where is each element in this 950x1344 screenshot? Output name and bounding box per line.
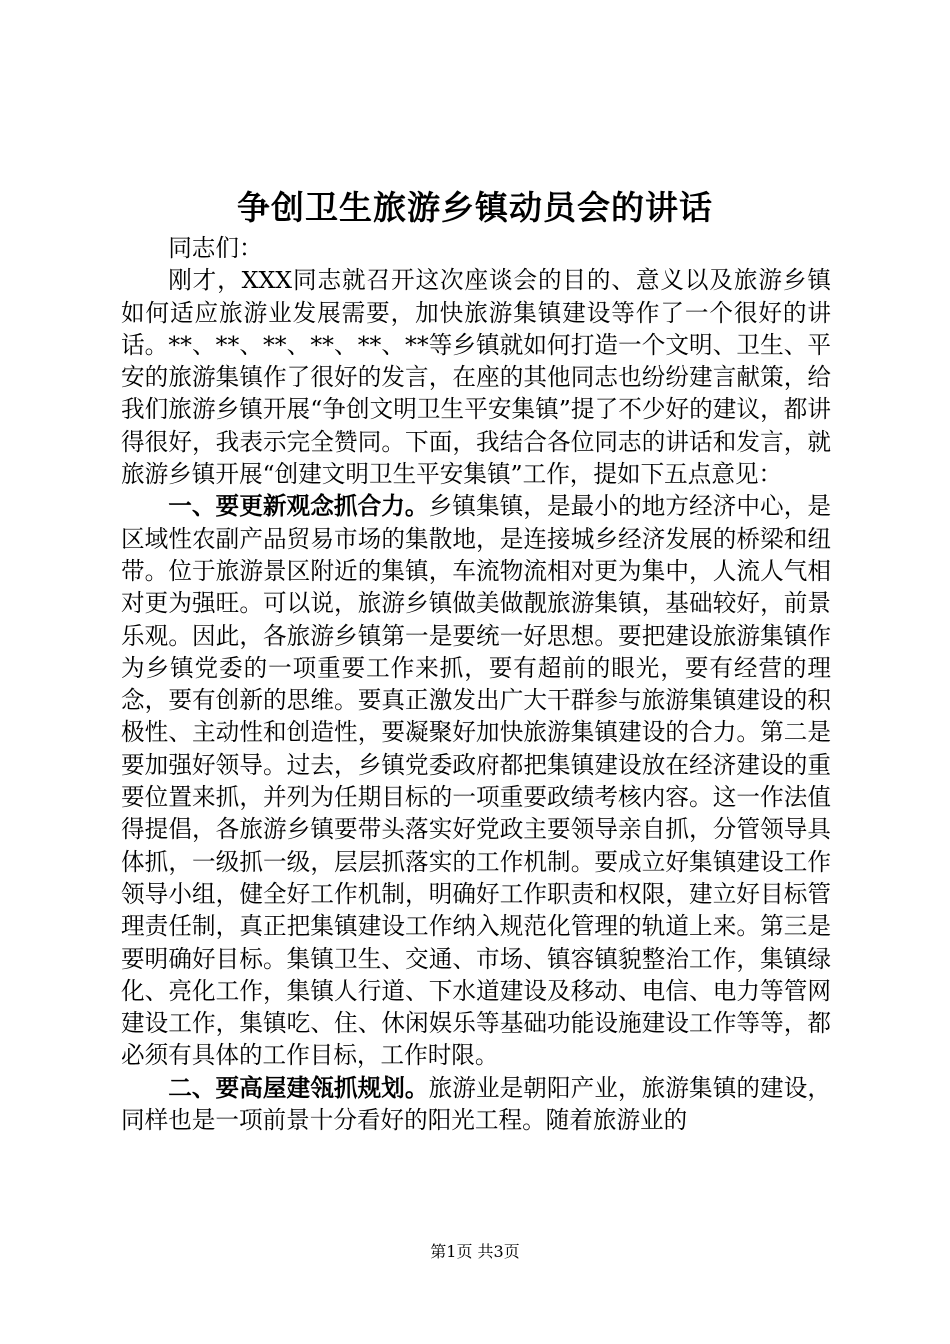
salutation: 同志们： xyxy=(168,234,263,262)
document-body xyxy=(121,232,831,1136)
section-2-heading: 二、要高屋建瓴抓规划。 xyxy=(168,1073,429,1102)
section-1-paragraph xyxy=(121,490,831,1071)
section-2-paragraph xyxy=(121,1072,831,1137)
document-title: 争创卫生旅游乡镇动员会的讲话 xyxy=(237,188,713,227)
section-1-text: 乡镇集镇，是最小的地方经济中心，是区域性农副产品贸易市场的集散地，是连接城乡经济发展的桥梁和纽带。位于旅游景区附近的集镇，车流物流相对更为集中，人流人气相对更为强旺。可以说，旅游乡镇做美做靓旅游集镇，基础较好，前景乐观。因此，各旅游乡镇第一是要统一好思想。要把建设旅游集镇作为乡镇党委的一项重要工作来抓，要有超前的眼光，要有经营的理念，要有创新的思维。要真正激发出广大干群参与旅游集镇建设的积极性、主动性和创造性，要凝聚好加快旅游集镇建设的合力。第二是要加强好领导。过去，乡镇党委政府都把集镇建设放在经济建设的重要位置来抓，并列为任期目标的一项重要政绩考核内容。这一作法值得提倡，各旅游乡镇要带头落实好党政主要领导亲自抓，分管领导具体抓，一级抓一级，层层抓落实的工作机制。要成立好集镇建设工作领导小组，健全好工作机制，明确好工作职责和权限，建立好目标管理责任制，真正把集镇建设工作纳入规范化管理的轨道上来。第三是要明确好目标。集镇卫生、交通、市场、镇容镇貌整治工作，集镇绿化、亮化工作，集镇人行道、下水道建设及移动、电信、电力等管网建设工作，集镇吃、住、休闲娱乐等基础功能设施建设工作等等，都必须有具体的工作目标，工作时限。 xyxy=(121,492,831,1070)
section-1-heading: 一、要更新观念抓合力。 xyxy=(168,492,429,521)
intro-paragraph: 刚才，XXX同志就召开这次座谈会的目的、意义以及旅游乡镇如何适应旅游业发展需要，加快旅游集镇建设等作了一个很好的讲话。**、**、**、**、**、**等乡镇就如何打造一个文明、卫生、平安的旅游集镇作了很好的发言，在座的其他同志也纷纷建言献策，给我们旅游乡镇开展“争创文明卫生平安集镇”提了不少好的建议，都讲得很好，我表示完全赞同。下面，我结合各位同志的讲话和发言，就旅游乡镇开展“创建文明卫生平安集镇”工作，提如下五点意见： xyxy=(121,266,831,489)
page-footer: 第1页 共3页 xyxy=(430,1242,520,1261)
section-2-text: 旅游业是朝阳产业，旅游集镇的建设，同样也是一项前景十分看好的阳光工程。随着旅游业的 xyxy=(121,1073,831,1135)
